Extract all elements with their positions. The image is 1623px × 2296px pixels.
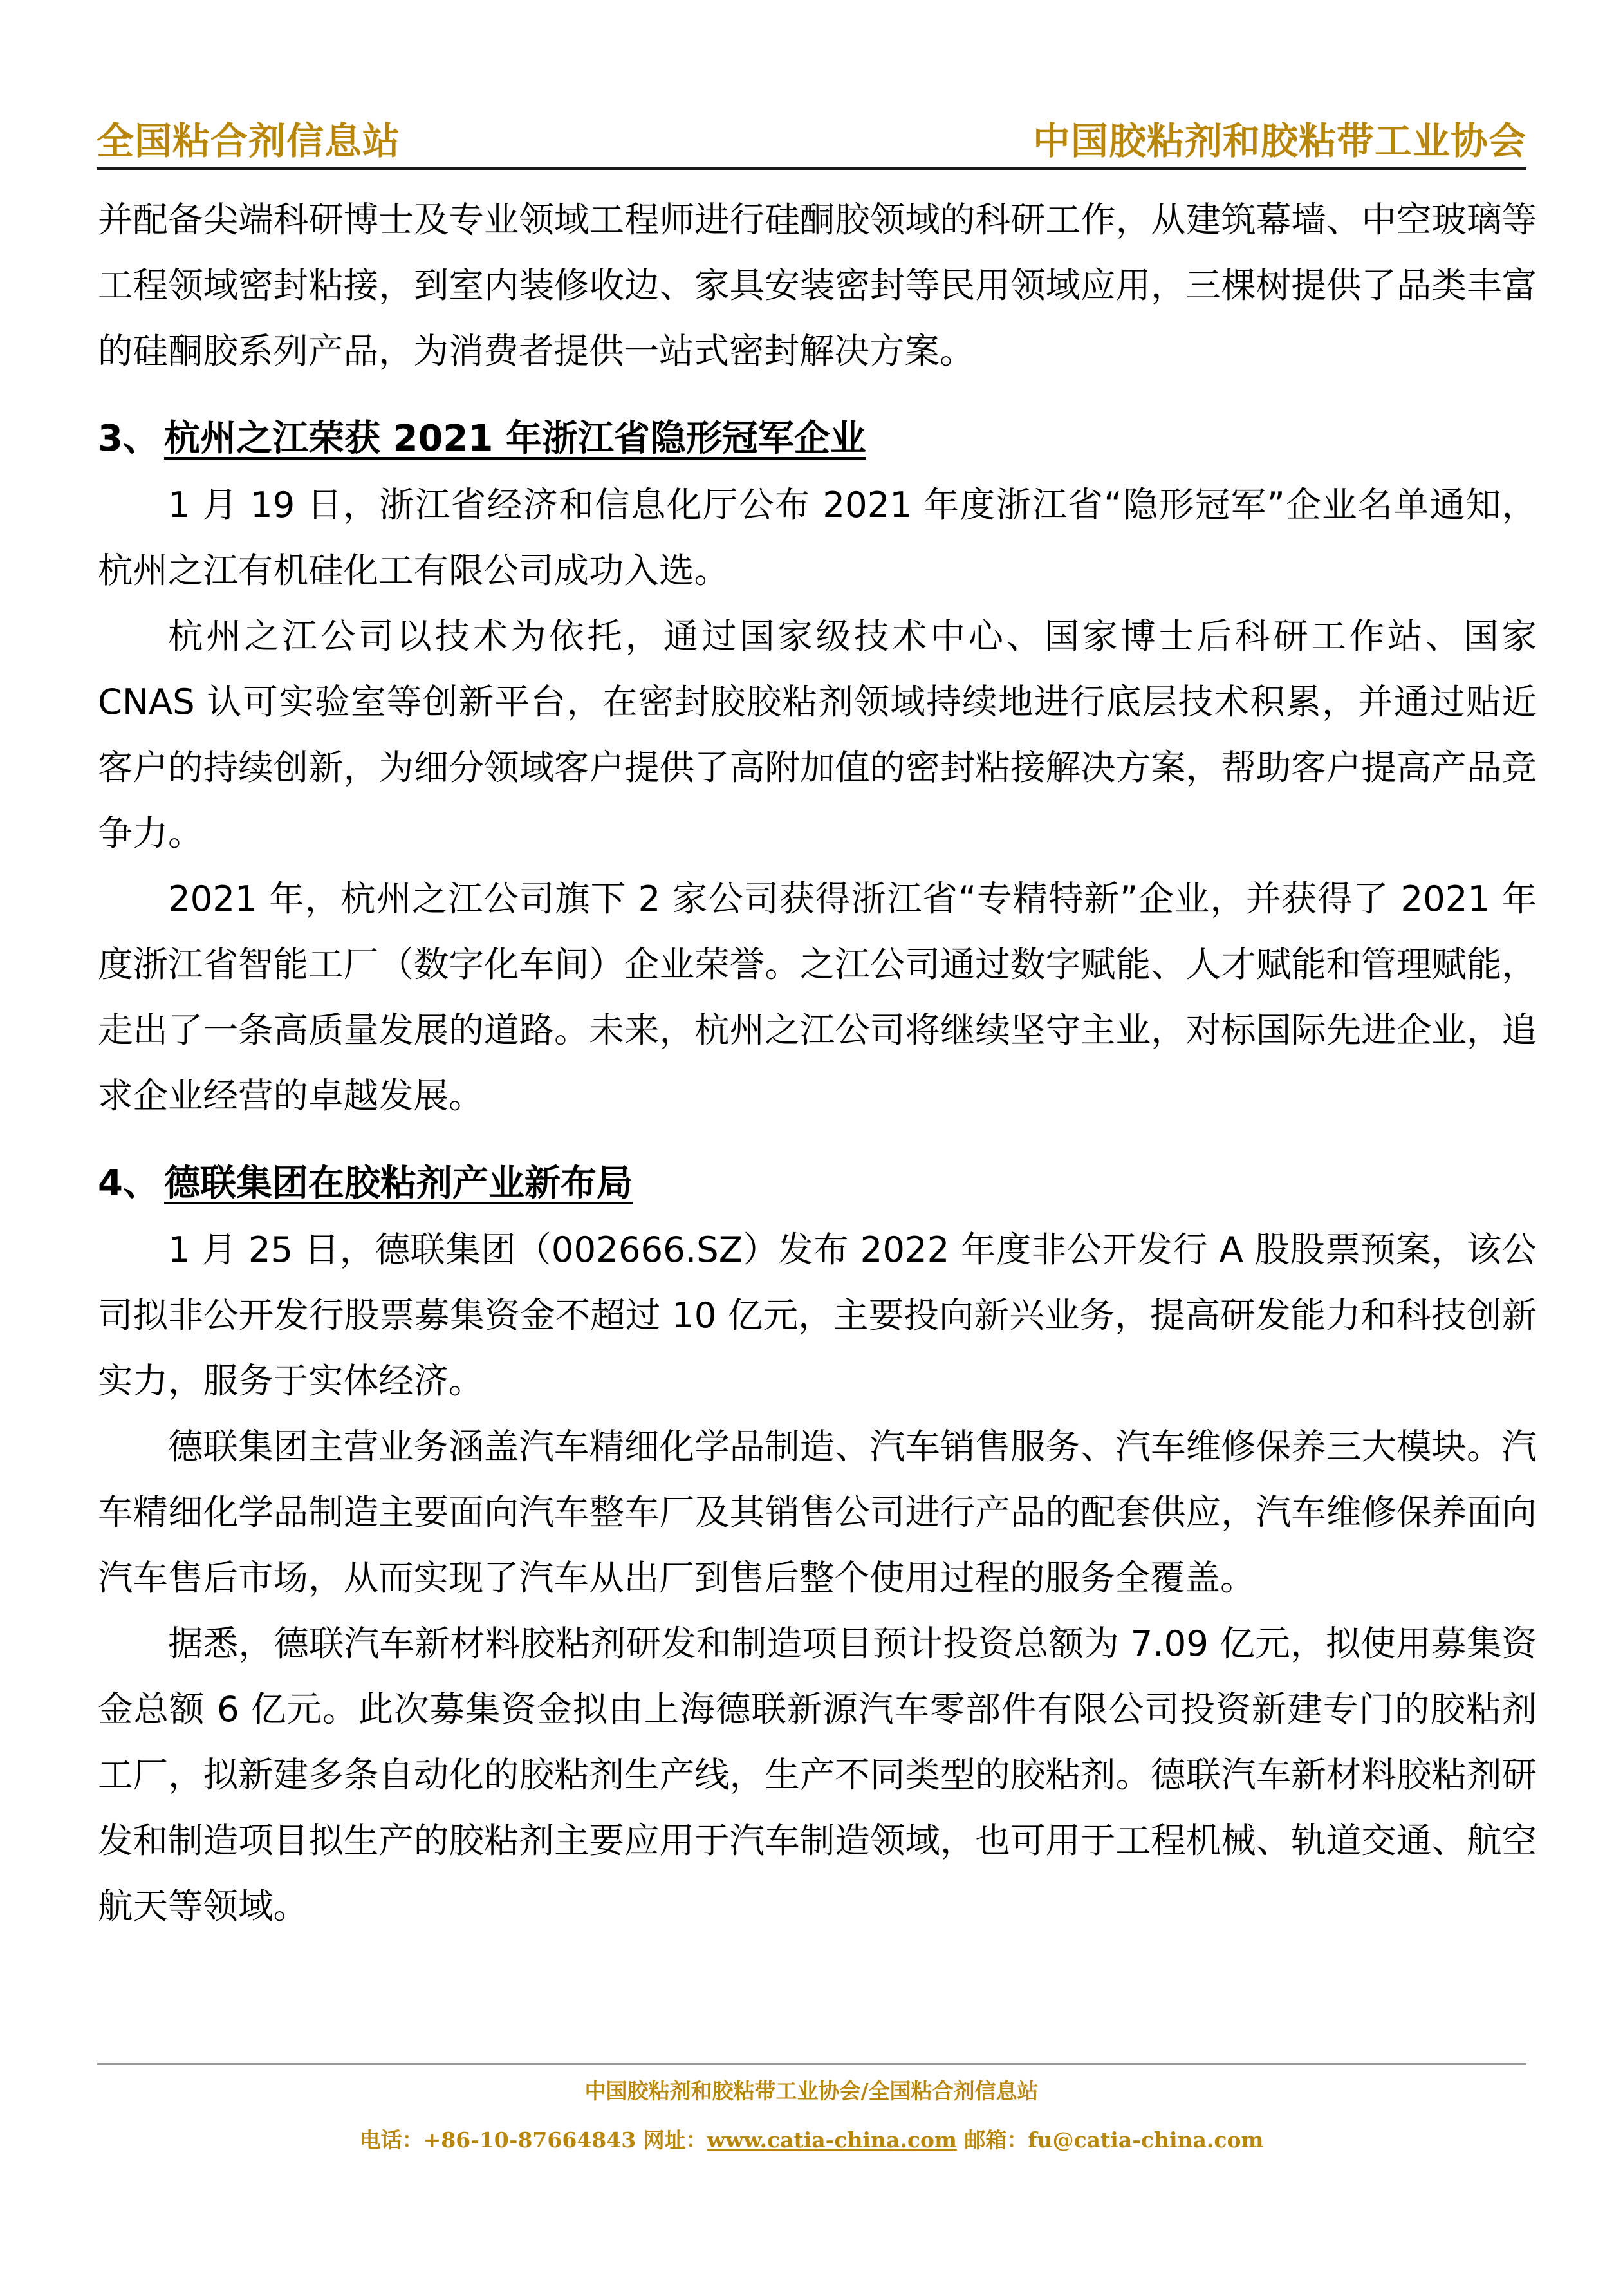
section-title: 杭州之江荣获 2021 年浙江省隐形冠军企业: [163, 418, 866, 460]
paragraph: 杭州之江公司以技术为依托，通过国家级技术中心、国家博士后科研工作站、国家 CNAS 认可实验室等创新平台，在密封胶胶粘剂领域持续地进行底层技术积累，并通过贴近客户的持续创新，为细分领域客户提供了高附加值的密封粘接解决方案，帮助客户提高产品竞争力。: [98, 615, 1537, 854]
section-heading-3: [98, 406, 1537, 472]
section-title: 德联集团在胶粘剂产业新布局: [163, 1162, 633, 1204]
footer-contact: [0, 2129, 1623, 2151]
footer-phone: 电话：+86-10-87664843 网址：: [359, 2127, 707, 2152]
paragraph: 1 月 25 日，德联集团（002666.SZ）发布 2022 年度非公开发行 A 股股票预案，该公司拟非公开发行股票募集资金不超过 10 亿元，主要投向新兴业务，提高研发能力和科技创新实力，服务于实体经济。: [98, 1229, 1537, 1401]
article-body: [98, 187, 1537, 1939]
section-heading-4: [98, 1151, 1537, 1217]
header-left-title: 全国粘合剂信息站: [97, 119, 401, 163]
page-header: [97, 97, 1526, 170]
header-right-title: 中国胶粘剂和胶粘带工业协会: [1032, 119, 1526, 163]
footer-website-link[interactable]: www.catia-china.com: [707, 2127, 957, 2152]
paragraph: 1 月 19 日，浙江省经济和信息化厅公布 2021 年度浙江省“隐形冠军”企业名单通知，杭州之江有机硅化工有限公司成功入选。: [98, 484, 1537, 591]
section-number: 4、: [98, 1162, 159, 1204]
footer-organization: 中国胶粘剂和胶粘带工业协会/全国粘合剂信息站: [584, 2078, 1039, 2104]
footer-email: 邮箱：fu@catia-china.com: [956, 2127, 1264, 2152]
section-number: 3、: [98, 418, 159, 460]
paragraph: 德联集团主营业务涵盖汽车精细化学品制造、汽车销售服务、汽车维修保养三大模块。汽车精细化学品制造主要面向汽车整车厂及其销售公司进行产品的配套供应，汽车维修保养面向汽车售后市场，从而实现了汽车从出厂到售后整个使用过程的服务全覆盖。: [98, 1426, 1537, 1598]
footer-divider: [97, 2063, 1526, 2065]
paragraph: 据悉，德联汽车新材料胶粘剂研发和制造项目预计投资总额为 7.09 亿元，拟使用募集资金总额 6 亿元。此次募集资金拟由上海德联新源汽车零部件有限公司投资新建专门的胶粘剂工厂，拟新建多条自动化的胶粘剂生产线，生产不同类型的胶粘剂。德联汽车新材料胶粘剂研发和制造项目拟生产的胶粘剂主要应用于汽车制造领域，也可用于工程机械、轨道交通、航空航天等领域。: [98, 1623, 1537, 1927]
paragraph-intro: 并配备尖端科研博士及专业领域工程师进行硅酮胶领域的科研工作，从建筑幕墙、中空玻璃等工程领域密封粘接，到室内装修收边、家具安装密封等民用领域应用，三棵树提供了品类丰富的硅酮胶系列产品，为消费者提供一站式密封解决方案。: [98, 199, 1537, 371]
paragraph: 2021 年，杭州之江公司旗下 2 家公司获得浙江省“专精特新”企业，并获得了 2021 年度浙江省智能工厂（数字化车间）企业荣誉。之江公司通过数字赋能、人才赋能和管理赋能，走出了一条高质量发展的道路。未来，杭州之江公司将继续坚守主业，对标国际先进企业，追求企业经营的卓越发展。: [98, 878, 1537, 1116]
